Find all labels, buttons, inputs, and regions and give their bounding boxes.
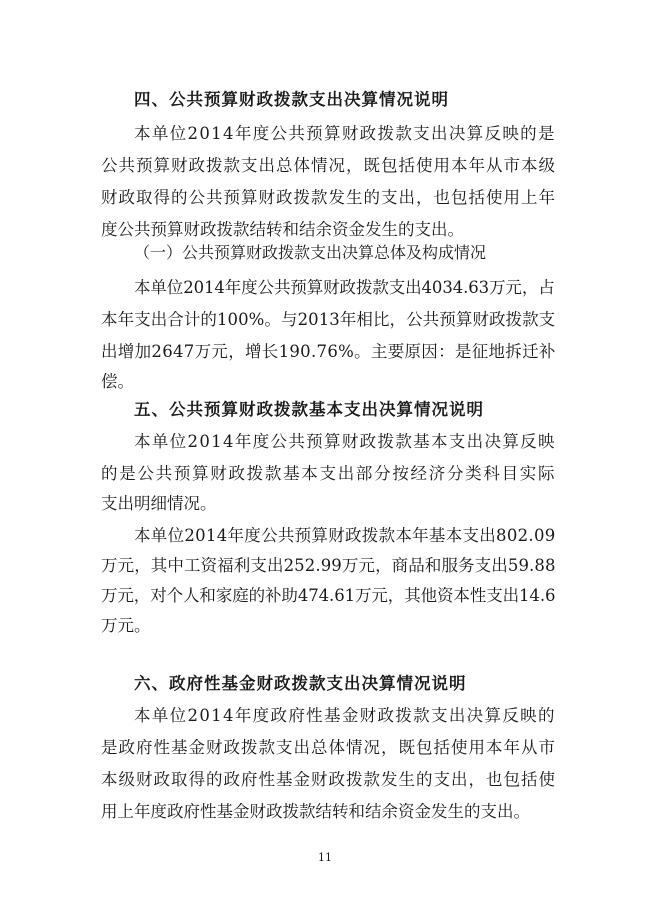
page-number: 11 <box>318 851 332 864</box>
section-6-para-1-line-3: 本级财政取得的政府性基金财政拨款发生的支出，也包括使 <box>101 770 556 789</box>
section-5-heading: 五、公共预算财政拨款基本支出决算情况说明 <box>134 400 484 419</box>
section-6-heading: 六、政府性基金财政拨款支出决算情况说明 <box>134 674 467 693</box>
section-4-para-1-line-3: 财政取得的公共预算财政拨款发生的支出，也包括使用上年 <box>101 188 556 207</box>
section-5-para-1-line-1: 本单位2014年度公共预算财政拨款基本支出决算反映 <box>134 432 556 451</box>
section-5-para-1-line-3: 支出明细情况。 <box>101 494 217 513</box>
section-4-para-1-line-2: 公共预算财政拨款支出总体情况，既包括使用本年从市本级 <box>101 156 556 175</box>
section-5-para-2-line-3: 万元，对个人和家庭的补助474.61万元，其他资本性支出14.6 <box>101 586 556 605</box>
section-4-heading: 四、公共预算财政拨款支出决算情况说明 <box>134 90 449 109</box>
section-5-para-2-line-1: 本单位2014年度公共预算财政拨款本年基本支出802.09 <box>134 526 556 545</box>
section-4-para-2-line-4: 偿。 <box>101 372 134 391</box>
section-4-para-1-line-1: 本单位2014年度公共预算财政拨款支出决算反映的是 <box>134 124 556 143</box>
section-5-para-2-line-4: 万元。 <box>101 616 151 635</box>
section-5-para-2-line-2: 万元，其中工资福利支出252.99万元，商品和服务支出59.88 <box>101 556 556 575</box>
section-5-para-1-line-2: 的是公共预算财政拨款基本支出部分按经济分类科目实际 <box>101 464 557 483</box>
section-4-para-2-line-2: 本年支出合计的100%。与2013年相比，公共预算财政拨款支 <box>101 310 556 329</box>
section-4-para-1-line-4: 度公共预算财政拨款结转和结余资金发生的支出。 <box>101 220 464 239</box>
section-6-para-1-line-1: 本单位2014年度政府性基金财政拨款支出决算反映的 <box>134 706 556 725</box>
section-4-para-2-line-1: 本单位2014年度公共预算财政拨款支出4034.63万元，占 <box>134 278 555 297</box>
section-4-subheading: （一）公共预算财政拨款支出决算总体及构成情况 <box>134 243 487 262</box>
section-6-para-1-line-2: 是政府性基金财政拨款支出总体情况，既包括使用本年从市 <box>101 738 556 757</box>
section-4-para-2-line-3: 出增加2647万元，增长190.76%。主要原因：是征地拆迁补 <box>101 342 556 361</box>
section-6-para-1-line-4: 用上年度政府性基金财政拨款结转和结余资金发生的支出。 <box>101 802 530 821</box>
